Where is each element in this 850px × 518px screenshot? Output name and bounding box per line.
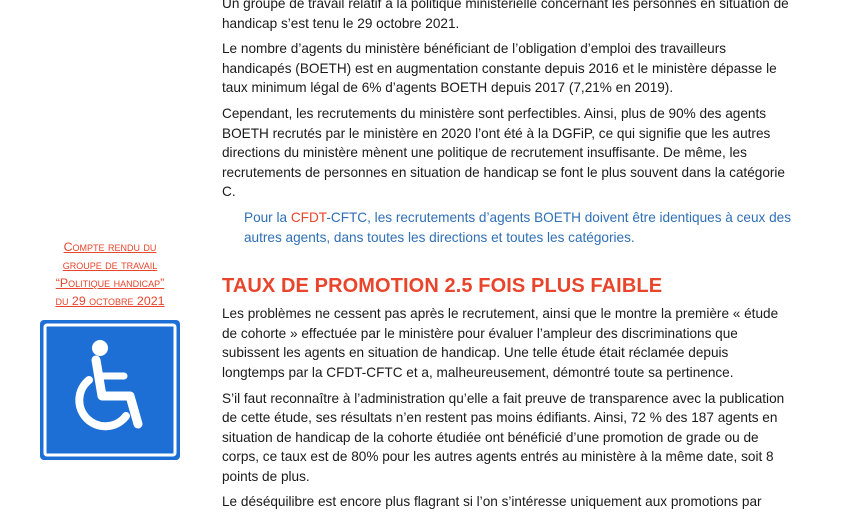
wheelchair-icon (40, 320, 180, 460)
report-link-line-2: groupe de travail (62, 258, 158, 272)
boeth-paragraph: Le nombre d’agents du ministère bénéficiant de l’obligation d’emploi des travailleurs handicapés (BOETH) est en augmentation constante depuis 2016 et le ministère dépasse le taux minimum légal de 6% d’agents BOETH depuis 2017 (7,21% en 2019). (222, 41, 777, 96)
recruitment-paragraph: Cependant, les recrutements du ministère sont perfectibles. Ainsi, plus de 90% des agents BOETH recrutés par le ministère en 2020 l’ont été à la DGFiP, ce qui signifie que les autres directions du ministère mènent une politique de recrutement insuffisante. De même, les recrutements de personnes en situation de handicap se font le plus souvent dans la catégorie C. (222, 105, 785, 200)
quote-prefix: Pour la (244, 209, 291, 225)
section-heading: TAUX DE PROMOTION 2.5 FOIS PLUS FAIBLE (222, 275, 663, 298)
quote-text: -CFTC, les recrutements d’agents BOETH doivent être identiques à ceux des autres agents, dans toutes les directions et toutes les catégories. (244, 209, 792, 245)
cfdt-position-quote (244, 208, 794, 247)
report-link-line-1: Compte rendu du (63, 240, 157, 254)
report-link-line-4: du 29 octobre 2021 (55, 294, 165, 308)
results-paragraph: S’il faut reconnaître à l’administration qu’elle a fait preuve de transparence avec la publication de cette étude, ses résultats n’en restent pas moins édifiants. Ainsi, 72 % des 187 agents en situation de handicap de la cohorte étudiée ont bénéficié d’une promotion de grade ou de corps, ce taux est de 80% pour les autres agents entrés au ministère à la même date, soit 8 points de plus. (222, 390, 785, 484)
report-link[interactable] (40, 238, 180, 310)
cfdt-highlight: CFDT (290, 209, 327, 225)
imbalance-paragraph: Le déséquilibre est encore plus flagrant si l’on s’intéresse uniquement aux promotions par (222, 494, 762, 510)
report-link-line-3: “Politique handicap” (55, 276, 165, 290)
cohort-study-paragraph: Les problèmes ne cessent pas après le recrutement, ainsi que le montre la première « étude de cohorte » effectuée par le ministère pour évaluer l’ampleur des discriminations que subissent les agents en situation de handicap. Une telle étude était réclamée depuis longtemps par la CFDT-CFTC et a, malheureusement, démontré toute sa pertinence. (222, 306, 779, 380)
intro-paragraph: Un groupe de travail relatif à la politique ministérielle concernant les personnes en situation de handicap s’est tenu le 29 octobre 2021. (222, 0, 789, 31)
sidebar (40, 238, 180, 460)
main-column (222, 0, 794, 518)
